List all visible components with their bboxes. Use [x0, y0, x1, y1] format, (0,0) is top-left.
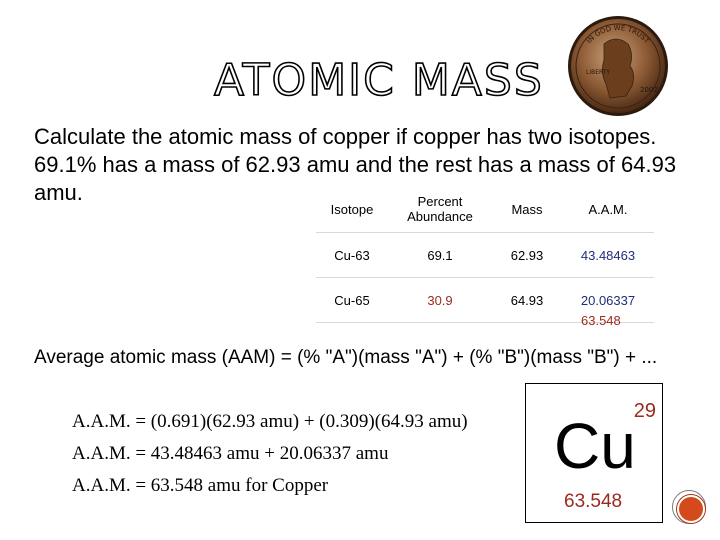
table-total: 63.548 — [581, 313, 621, 328]
nav-ring — [677, 495, 705, 523]
problem-statement: Calculate the atomic mass of copper if copper has two isotopes. 69.1% has a mass of 62.93 amu and the rest has a mass of 64.93 amu. — [34, 124, 677, 205]
cell-mass: 64.93 — [492, 278, 562, 323]
cell-aam: 43.48463 — [562, 233, 654, 278]
cell-abundance: 69.1 — [388, 233, 492, 278]
cell-mass: 62.93 — [492, 233, 562, 278]
header-mass: Mass — [492, 186, 562, 233]
coin-motto: IN GOD WE TRUST — [585, 23, 651, 45]
calculation-line: A.A.M. = (0.691)(62.93 amu) + (0.309)(64.93 amu) — [72, 411, 468, 432]
coin-year: 2002 — [640, 86, 658, 94]
table-row — [316, 233, 654, 278]
element-tile — [525, 383, 663, 523]
cell-isotope: Cu-63 — [316, 233, 388, 278]
atomic-mass: 63.548 — [564, 491, 623, 512]
cell-isotope: Cu-65 — [316, 278, 388, 323]
slide-title: ATOMIC MASS — [214, 55, 544, 106]
header-isotope: Isotope — [316, 186, 388, 233]
cell-aam: 20.06337 — [562, 278, 654, 323]
calculation-line: A.A.M. = 63.548 amu for Copper — [72, 475, 329, 496]
circle-nav-icon[interactable] — [672, 490, 706, 524]
header-percent-abundance: Percent Abundance — [388, 186, 492, 233]
calculation-line: A.A.M. = 43.48463 amu + 20.06337 amu — [72, 443, 389, 464]
aam-formula: Average atomic mass (AAM) = (% "A")(mass "A") + (% "B")(mass "B") + ... — [34, 347, 658, 368]
penny-coin-icon — [566, 14, 670, 118]
header-aam: A.A.M. — [562, 186, 654, 233]
coin-liberty: LIBERTY — [586, 69, 611, 76]
isotope-table — [316, 186, 654, 323]
table-header-row — [316, 186, 654, 233]
cell-abundance: 30.9 — [388, 278, 492, 323]
atomic-number: 29 — [633, 400, 656, 422]
element-symbol: Cu — [554, 410, 636, 482]
